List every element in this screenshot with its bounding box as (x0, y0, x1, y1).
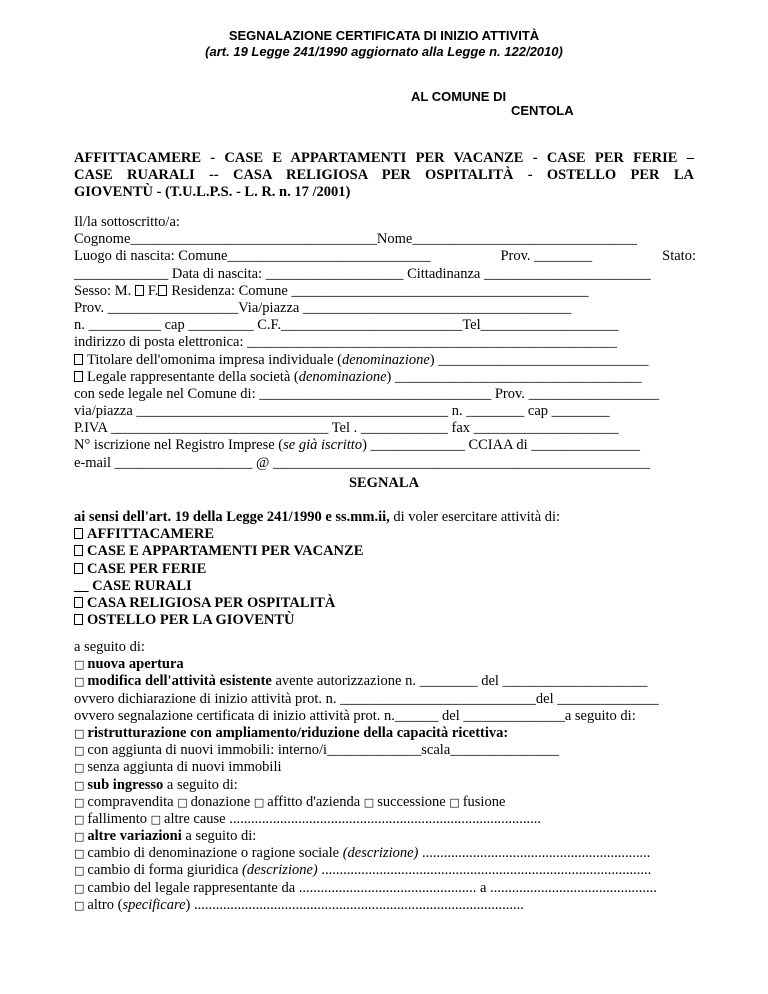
row-ovvero-2: ovvero segnalazione certificata di inizio attività prot. n.______ del ______________a seguito di: (74, 707, 636, 724)
label-titolare: Titolare dell'omonima impresa individuale ( (87, 351, 342, 368)
label-altre-variazioni-bold: altre variazioni (87, 828, 182, 845)
activity-ostello (74, 612, 696, 629)
label-forma: cambio di forma giuridica (87, 862, 243, 879)
checkbox-altro[interactable]: □ (74, 898, 85, 912)
option-senza-aggiunta (74, 759, 696, 776)
checkbox-casa-religiosa[interactable] (74, 597, 83, 608)
label-luogo-nascita: Luogo di nascita: Comune (74, 248, 228, 265)
row-titolare: Titolare dell'omonima impresa individuale (denominazione) _____________________________ (74, 352, 696, 369)
row-n-cap-cf: n. __________ cap _________ C.F._________________________Tel___________________ (74, 317, 619, 334)
following-intro: a seguito di: (74, 639, 145, 655)
activities-intro-bold: ai sensi dell'art. 19 della Legge 241/1990 e ss.mm.ii, (74, 509, 390, 525)
label-sub-ingresso-bold: sub ingresso (87, 776, 164, 793)
label-at: @ (256, 454, 270, 471)
row-ovvero-1: ovvero dichiarazione di inizio attività prot. n. ___________________________del ______________ (74, 690, 659, 707)
label-altro-dots: ) ........................................................................................... (185, 896, 524, 913)
label-tel-sede: Tel . (331, 420, 358, 437)
row-cognome-nome: Cognome__________________________________Nome_______________________________ (74, 231, 638, 248)
checkbox-fusione[interactable]: □ (449, 795, 460, 809)
label-case-rurali: CASE RURALI (92, 577, 192, 594)
label-legale-close: ) (386, 368, 392, 385)
activity-heading (74, 150, 694, 201)
activity-case-vacanze (74, 543, 696, 560)
row-sub-causes-2 (74, 811, 696, 828)
rurali-blank[interactable]: __ (74, 577, 89, 594)
label-via: Via/piazza (238, 299, 300, 316)
label-forma-italic: (descrizione) (242, 862, 318, 879)
label-sesso: Sesso: M. (74, 282, 132, 299)
label-sede: con sede legale nel Comune di: (74, 385, 256, 402)
checkbox-case-vacanze[interactable] (74, 545, 83, 556)
label-donazione: donazione (190, 793, 251, 810)
form-intro: Il/la sottoscritto/a: (74, 214, 180, 230)
row-piva: P.IVA ______________________________ Tel . ____________ fax ____________________ (74, 420, 619, 437)
label-modifica-rest: avente autorizzazione n. ________ del ____________________ (271, 673, 648, 690)
checkbox-sesso-m[interactable] (135, 285, 144, 296)
row-sede: con sede legale nel Comune di: ________________________________ Prov. __________________ (74, 385, 660, 402)
row-sesso-residenza: Sesso: M. F. Residenza: Comune _________________________________________ (74, 282, 589, 299)
label-affitto: affitto d'azienda (267, 793, 361, 810)
checkbox-titolare[interactable] (74, 354, 83, 365)
checkbox-affitto[interactable]: □ (253, 795, 265, 809)
option-cambio-forma (74, 862, 696, 879)
activities-section (74, 509, 696, 629)
label-nuova: nuova apertura (87, 656, 184, 673)
option-ristrutturazione (74, 725, 696, 742)
label-residenza: Residenza: Comune (171, 282, 288, 299)
label-prov-residenza: Prov. (74, 299, 105, 316)
recipient-line-2: CENTOLA (511, 103, 574, 118)
checkbox-ristrutturazione[interactable]: □ (74, 726, 85, 740)
label-sub-ingresso-rest: a seguito di: (163, 776, 238, 793)
label-case-vacanze: CASE E APPARTAMENTI PER VACANZE (87, 543, 364, 560)
checkbox-modifica[interactable]: □ (74, 675, 85, 689)
option-cambio-denominazione (74, 845, 696, 862)
label-altro-italic: specificare (122, 896, 186, 913)
row-email: e-mail ___________________ @ ____________________________________________________ (74, 454, 651, 471)
label-legale-italic: denominazione (298, 368, 387, 385)
option-altro (74, 897, 696, 914)
checkbox-ostello[interactable] (74, 614, 83, 625)
checkbox-compravendita[interactable]: □ (74, 795, 85, 809)
label-denominazione-dots: ............................................................... (418, 845, 651, 862)
label-legale: Legale rappresentante della società ( (87, 368, 299, 385)
label-cognome: Cognome (74, 231, 131, 248)
activity-case-rurali (74, 578, 696, 595)
label-tel: Tel (462, 317, 481, 334)
row-data-nascita: _____________ Data di nascita: ___________________ Cittadinanza _______________________ (74, 265, 651, 282)
label-prov: Prov. (500, 248, 531, 265)
label-registro: N° iscrizione nel Registro Imprese ( (74, 437, 284, 454)
row-registro: N° iscrizione nel Registro Imprese (se già iscritto) _____________ CCIAA di _______________ (74, 437, 641, 454)
label-senza-aggiunta: senza aggiunta di nuovi immobili (87, 759, 282, 776)
label-altre-cause: altre cause ...................................................................................... (164, 810, 541, 827)
label-pec: indirizzo di posta elettronica: (74, 334, 244, 351)
heading-line-3: GIOVENTÙ - (T.U.L.P.S. - L. R. n. 17 /2001) (74, 184, 351, 200)
checkbox-cambio-legale[interactable]: □ (74, 881, 85, 895)
row-via-sede: via/piazza ___________________________________________ n. ________ cap ________ (74, 403, 610, 420)
option-altre-variazioni (74, 828, 696, 845)
label-forma-dots: ........................................................................................... (317, 862, 652, 879)
heading-line-2: CASE RUARALI -- CASA RELIGIOSA PER OSPITALITÀ - OSTELLO PER LA (74, 167, 694, 183)
option-cambio-legale (74, 880, 696, 897)
checkbox-legale[interactable] (74, 371, 83, 382)
activities-intro-rest: di voler esercitare attività di: (389, 509, 561, 525)
checkbox-fallimento[interactable]: □ (74, 812, 85, 826)
checkbox-affittacamere[interactable] (74, 528, 83, 539)
label-titolare-close: ) (429, 351, 435, 368)
row-pec: indirizzo di posta elettronica: ___________________________________________________ (74, 334, 617, 351)
checkbox-altre-cause[interactable]: □ (150, 812, 162, 826)
label-affittacamere: AFFITTACAMERE (87, 526, 215, 543)
label-altre-variazioni-rest: a seguito di: (181, 828, 257, 845)
label-modifica-bold: modifica dell'attività esistente (87, 673, 272, 690)
label-fax: fax (451, 420, 471, 437)
checkbox-senza-aggiunta[interactable]: □ (74, 761, 85, 775)
label-registro-close: ) (362, 437, 367, 454)
heading-line-1: AFFITTACAMERE - CASE E APPARTAMENTI PER VACANZE - CASE PER FERIE – (74, 150, 694, 166)
label-fusione: fusione (462, 793, 506, 810)
checkbox-altre-variazioni[interactable]: □ (74, 830, 85, 844)
option-con-aggiunta (74, 742, 696, 759)
option-nuova (74, 656, 696, 673)
segnala-heading: SEGNALA (348, 475, 420, 491)
label-fallimento: fallimento (87, 810, 147, 827)
label-denominazione: cambio di denominazione o ragione sociale (87, 845, 343, 862)
activity-affittacamere (74, 526, 696, 543)
label-via-sede: via/piazza (74, 403, 133, 420)
row-luogo-nascita: Luogo di nascita: Comune____________________________ Prov. ________ Stato: (74, 248, 696, 265)
label-con-aggiunta: con aggiunta di nuovi immobili: interno/i_____________scala_______________ (87, 742, 560, 759)
label-n: n. (74, 317, 85, 334)
label-successione: successione (377, 793, 446, 810)
checkbox-cambio-denominazione[interactable]: □ (74, 847, 85, 861)
label-compravendita: compravendita (87, 793, 174, 810)
label-titolare-italic: denominazione (341, 351, 430, 368)
checkbox-con-aggiunta[interactable]: □ (74, 744, 85, 758)
activity-casa-religiosa (74, 595, 696, 612)
checkbox-case-ferie[interactable] (74, 563, 83, 574)
recipient-line-1: AL COMUNE DI (411, 89, 507, 104)
label-prov-sede: Prov. (494, 385, 525, 402)
label-n-sede: n. (451, 403, 463, 420)
checkbox-donazione[interactable]: □ (177, 795, 188, 809)
label-altro: altro ( (87, 896, 123, 913)
option-modifica (74, 673, 696, 690)
activity-case-ferie (74, 561, 696, 578)
applicant-form (74, 214, 696, 472)
label-registro-italic: se già iscritto (283, 437, 363, 454)
checkbox-nuova[interactable]: □ (74, 658, 85, 672)
label-stato: Stato: (662, 248, 696, 265)
option-sub-ingresso (74, 777, 696, 794)
document-title: SEGNALAZIONE CERTIFICATA DI INIZIO ATTIVITÀ (228, 28, 540, 43)
row-sub-causes-1 (74, 794, 696, 811)
label-sesso-f: F. (147, 282, 159, 299)
row-legale: Legale rappresentante della società (denominazione) __________________________________ (74, 369, 696, 386)
label-cittadinanza: Cittadinanza (407, 265, 481, 282)
label-piva: P.IVA (74, 420, 108, 437)
label-cap: cap (164, 317, 185, 334)
checkbox-cambio-forma[interactable]: □ (74, 864, 85, 878)
label-email: e-mail (74, 454, 112, 471)
activities-intro (74, 509, 696, 526)
row-prov-via: Prov. __________________Via/piazza _____________________________________ (74, 299, 572, 316)
following-section (74, 639, 696, 914)
label-denominazione-italic: (descrizione) (342, 845, 419, 862)
label-ostello: OSTELLO PER LA GIOVENTÙ (87, 612, 295, 629)
label-ristrutturazione: ristrutturazione con ampliamento/riduzione della capacità ricettiva: (87, 724, 509, 741)
label-cambio-legale: cambio del legale rappresentante da ................................................. a .............................................. (87, 879, 657, 896)
label-cf: C.F. (257, 317, 282, 334)
checkbox-sub-ingresso[interactable]: □ (74, 778, 85, 792)
label-cciaa: CCIAA di (468, 437, 528, 454)
label-data-nascita: Data di nascita: (171, 265, 263, 282)
checkbox-sesso-f[interactable] (158, 285, 167, 296)
label-case-ferie: CASE PER FERIE (87, 560, 207, 577)
label-nome: Nome (376, 231, 413, 248)
label-casa-religiosa: CASA RELIGIOSA PER OSPITALITÀ (87, 594, 336, 611)
checkbox-successione[interactable]: □ (363, 795, 375, 809)
document-subtitle: (art. 19 Legge 241/1990 aggiornato alla Legge n. 122/2010) (205, 44, 563, 59)
label-cap-sede: cap (527, 403, 549, 420)
